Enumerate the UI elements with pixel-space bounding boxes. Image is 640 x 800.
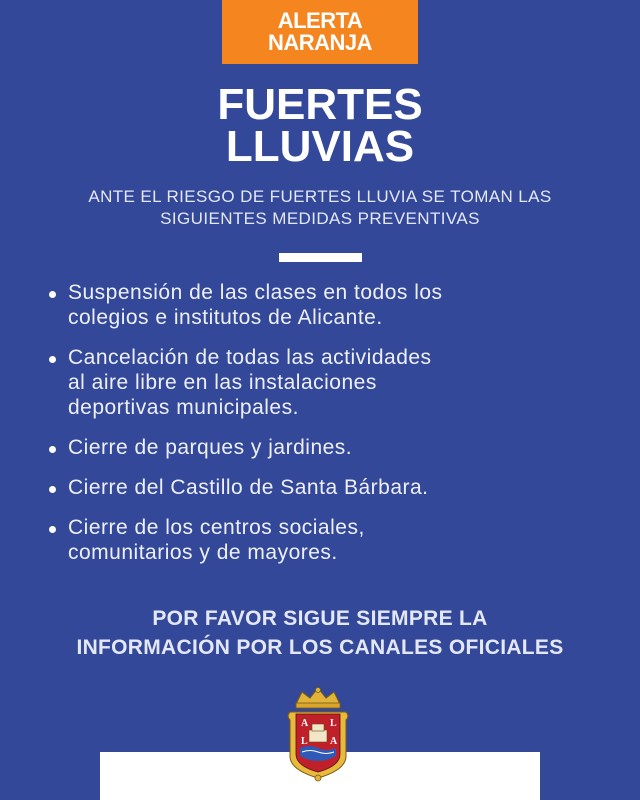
- svg-text:L: L: [330, 718, 337, 729]
- badge-line-1: ALERTA: [277, 8, 363, 33]
- bullet-icon: [49, 526, 56, 533]
- subtitle-line-2: SIGUIENTES MEDIDAS PREVENTIVAS: [160, 209, 480, 228]
- title-line-2: LLUVIAS: [225, 122, 415, 171]
- footer-line-2: INFORMACIÓN POR LOS CANALES OFICIALES: [76, 636, 564, 659]
- measures-list: [44, 280, 584, 580]
- list-item-line: Cierre de los centros sociales,: [68, 516, 365, 539]
- list-item-line: Cierre del Castillo de Santa Bárbara.: [68, 476, 429, 499]
- bullet-icon: [49, 291, 56, 298]
- badge-line-2: NARANJA: [267, 30, 373, 55]
- svg-text:L: L: [301, 736, 308, 747]
- list-item-line: colegios e institutos de Alicante.: [68, 306, 383, 329]
- footer-line-1: POR FAVOR SIGUE SIEMPRE LA: [152, 607, 488, 630]
- list-item: [44, 515, 584, 565]
- bullet-icon: [49, 446, 56, 453]
- subtitle-line-1: ANTE EL RIESGO DE FUERTES LLUVIA SE TOMAN LAS: [88, 187, 552, 206]
- svg-text:A: A: [330, 736, 338, 747]
- list-item: [44, 280, 584, 330]
- page-title: [0, 80, 640, 171]
- list-item-line: comunitarios y de mayores.: [68, 541, 338, 564]
- page-subtitle: [40, 186, 600, 230]
- list-item: [44, 475, 584, 500]
- list-item-line: Suspensión de las clases en todos los: [68, 281, 443, 304]
- list-item-line: Cancelación de todas las actividades: [68, 346, 432, 369]
- title-line-1: FUERTES: [217, 80, 423, 129]
- bullet-icon: [49, 486, 56, 493]
- list-item-line: deportivas municipales.: [68, 396, 299, 419]
- alert-level-badge: [222, 0, 418, 64]
- list-item: [44, 435, 584, 460]
- list-item: [44, 345, 584, 420]
- divider: [279, 253, 362, 262]
- svg-text:A: A: [301, 718, 309, 729]
- list-item-line: Cierre de parques y jardines.: [68, 436, 353, 459]
- list-item-line: al aire libre en las instalaciones: [68, 371, 377, 394]
- bullet-icon: [49, 356, 56, 363]
- alicante-crest-icon: [282, 686, 354, 782]
- official-channels-note: [0, 604, 640, 662]
